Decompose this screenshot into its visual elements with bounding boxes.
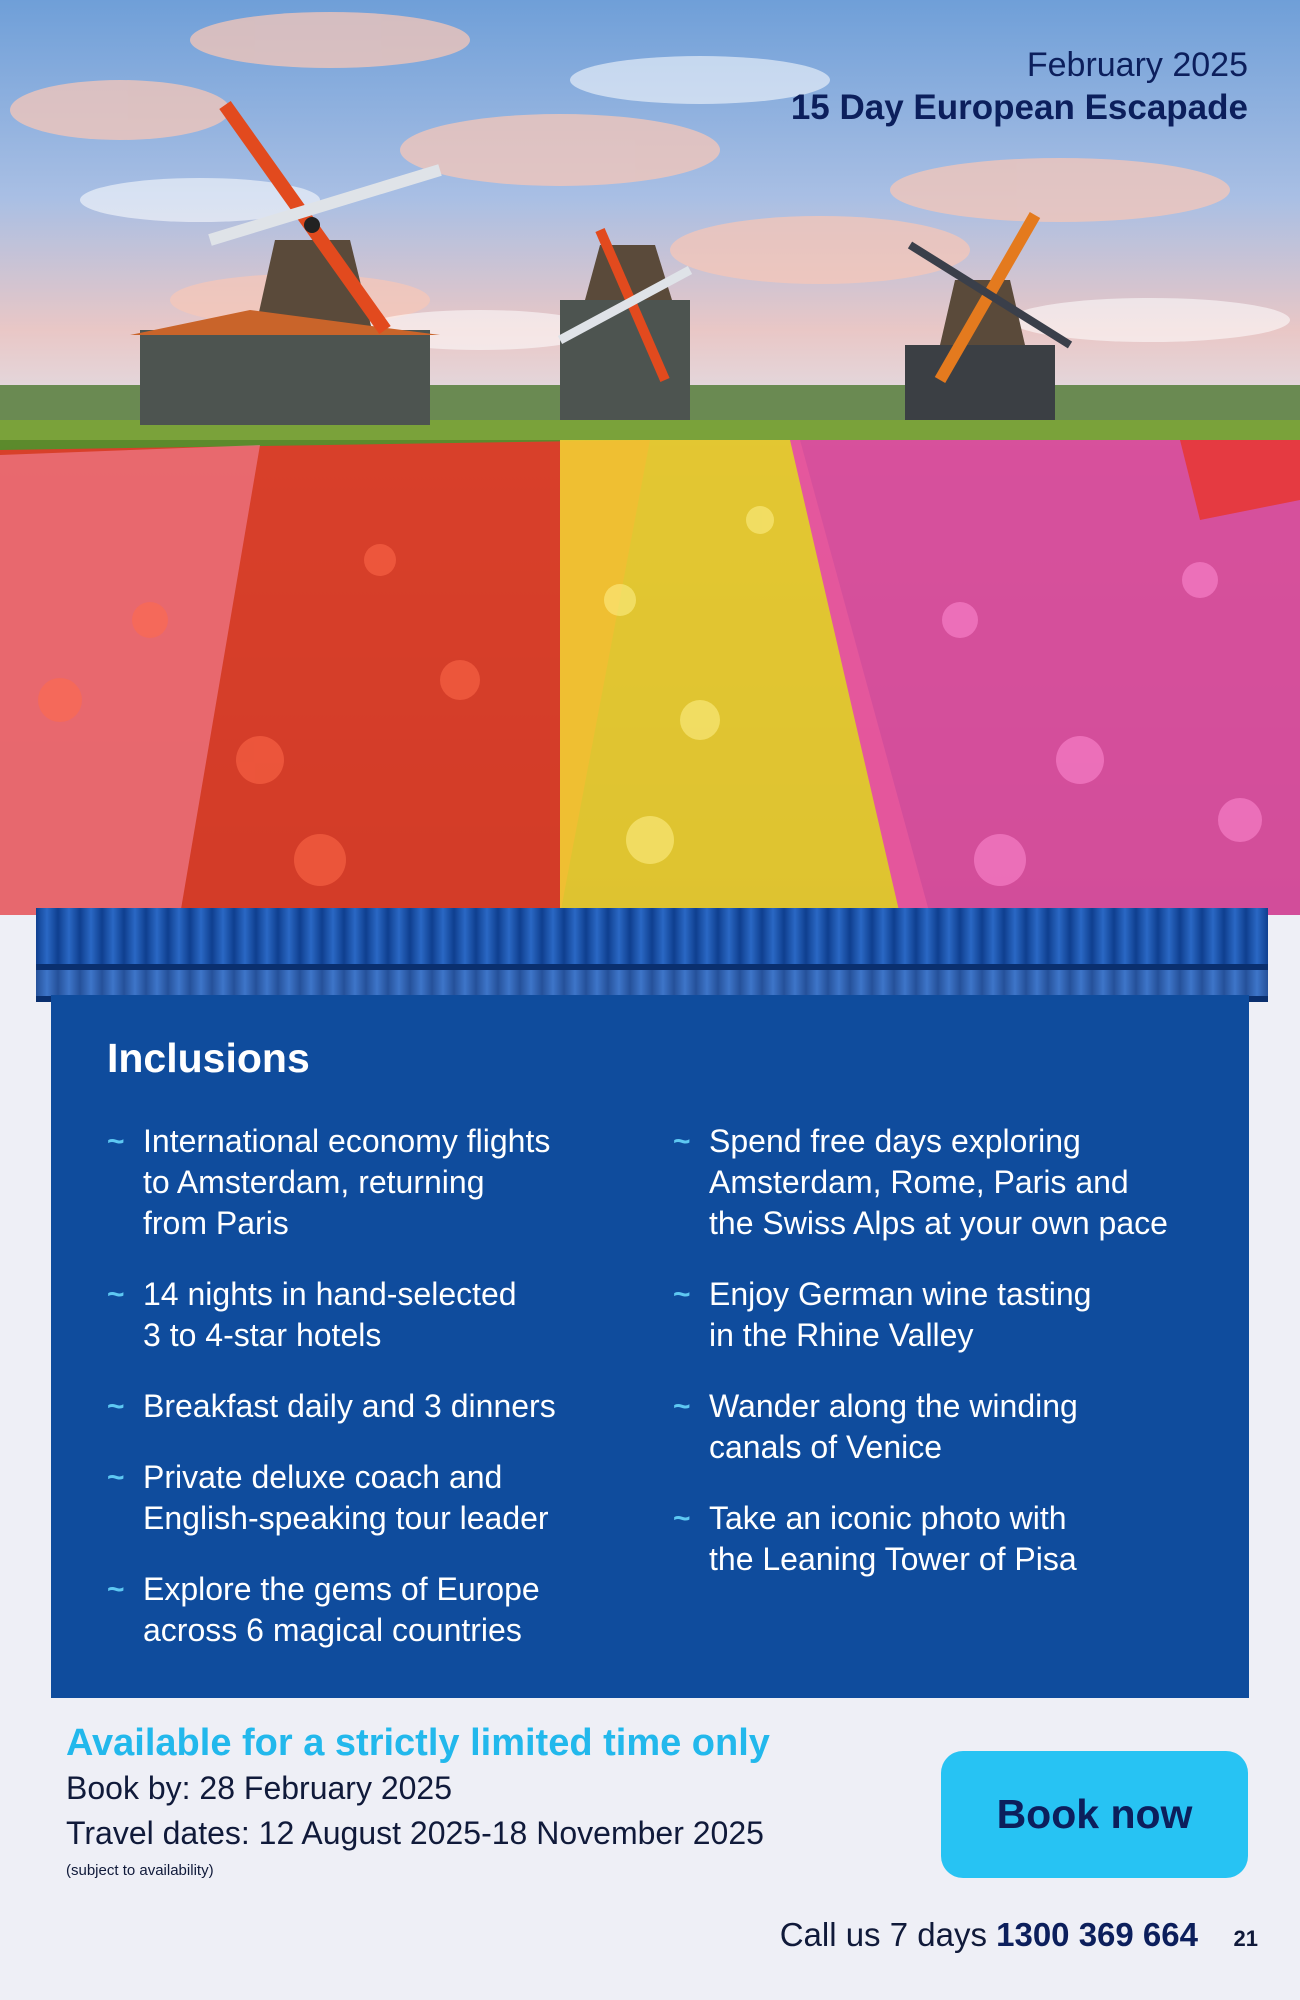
inclusion-item: ~ Take an iconic photo with the Leaning Tower of Pisa <box>673 1500 1077 1577</box>
inclusion-item: ~ Wander along the winding canals of Venice <box>673 1388 1078 1465</box>
inclusions-list-left <box>107 1121 667 1681</box>
tilde-bullet-icon: ~ <box>107 1278 125 1311</box>
tour-title: 15 Day European Escapade <box>790 88 1248 127</box>
tilde-bullet-icon: ~ <box>673 1390 691 1423</box>
tilde-bullet-icon: ~ <box>673 1125 691 1158</box>
inclusion-item: ~ Enjoy German wine tasting in the Rhine Valley <box>673 1276 1092 1353</box>
inclusions-title: Inclusions <box>107 1035 310 1081</box>
limited-time-promo: Available for a strictly limited time only <box>66 1722 770 1764</box>
tilde-bullet-icon: ~ <box>673 1278 691 1311</box>
tilde-bullet-icon: ~ <box>107 1125 125 1158</box>
inclusions-list-right <box>673 1121 1233 1610</box>
book-by-date: Book by: 28 February 2025 <box>66 1770 453 1806</box>
curtain-valance <box>36 900 1268 1008</box>
book-now-button[interactable]: Book now <box>941 1751 1248 1878</box>
inclusion-item: ~ International economy flights to Amsterdam, returning from Paris <box>107 1123 551 1241</box>
hero-image <box>0 0 1300 915</box>
call-us-line <box>780 1916 1198 1954</box>
windmill-tulip-field-illustration <box>0 0 1300 915</box>
inclusions-panel <box>51 995 1249 1698</box>
tilde-bullet-icon: ~ <box>673 1502 691 1535</box>
page-number: 21 <box>1233 1926 1258 1951</box>
tour-date: February 2025 <box>1026 46 1248 84</box>
tilde-bullet-icon: ~ <box>107 1573 125 1606</box>
inclusion-item: ~ 14 nights in hand-selected 3 to 4-star hotels <box>107 1276 517 1353</box>
availability-note: (subject to availability) <box>66 1862 214 1879</box>
travel-dates: Travel dates: 12 August 2025-18 November 2025 <box>66 1815 764 1851</box>
inclusion-item: ~ Spend free days exploring Amsterdam, Rome, Paris and the Swiss Alps at your own pace <box>673 1123 1168 1241</box>
inclusion-item: ~ Explore the gems of Europe across 6 magical countries <box>107 1571 540 1648</box>
inclusion-item: ~ Private deluxe coach and English-speaking tour leader <box>107 1459 549 1536</box>
hero-heading <box>791 44 1248 130</box>
phone-number[interactable]: 1300 369 664 <box>996 1916 1198 1953</box>
inclusion-item: ~ Breakfast daily and 3 dinners <box>107 1386 667 1427</box>
tilde-bullet-icon: ~ <box>107 1461 125 1494</box>
tilde-bullet-icon: ~ <box>107 1390 125 1423</box>
call-prefix: Call us 7 days <box>779 1916 987 1953</box>
